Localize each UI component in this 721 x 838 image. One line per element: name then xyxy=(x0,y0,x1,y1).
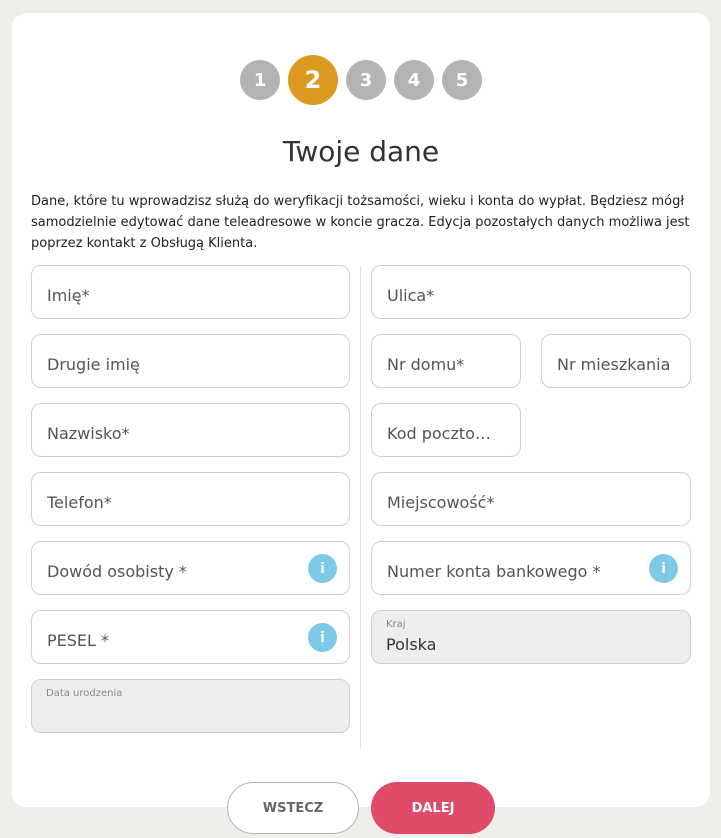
step-1[interactable]: 1 xyxy=(240,60,280,100)
street-placeholder: Ulica* xyxy=(387,286,435,305)
country-value: Polska xyxy=(386,635,437,654)
middle-name-field[interactable] xyxy=(31,334,350,388)
page-title: Twoje dane xyxy=(282,135,440,168)
last-name-placeholder: Nazwisko* xyxy=(47,424,130,443)
bank-account-field[interactable] xyxy=(371,541,691,595)
form-description: Dane, które tu wprowadzisz służą do weryfikacji tożsamości, wieku i konta do wypłat. Będziesz mógł samodzielnie edytować dane teleadresowe w koncie gracza. Edycja pozostałych danych możliwa jest poprzez kontakt z Obsługą Klienta. xyxy=(31,194,690,251)
registration-card xyxy=(12,13,710,807)
apartment-number-placeholder: Nr mieszkania xyxy=(557,355,671,374)
step-indicator xyxy=(12,55,710,107)
country-label: Kraj xyxy=(386,619,406,630)
id-card-placeholder: Dowód osobisty * xyxy=(47,562,187,581)
city-placeholder: Miejscowość* xyxy=(387,493,495,512)
bank-account-info-icon[interactable]: i xyxy=(649,554,678,583)
postal-code-field[interactable] xyxy=(371,403,521,457)
phone-placeholder: Telefon* xyxy=(47,493,112,512)
column-divider xyxy=(360,266,361,748)
middle-name-placeholder: Drugie imię xyxy=(47,355,140,374)
birth-date-field xyxy=(31,679,350,733)
step-5: 5 xyxy=(442,60,482,100)
next-button[interactable]: DALEJ xyxy=(371,782,495,834)
street-field[interactable] xyxy=(371,265,691,319)
step-4: 4 xyxy=(394,60,434,100)
city-field[interactable] xyxy=(371,472,691,526)
id-card-info-icon[interactable]: i xyxy=(308,554,337,583)
phone-field[interactable] xyxy=(31,472,350,526)
step-3: 3 xyxy=(346,60,386,100)
first-name-field[interactable] xyxy=(31,265,350,319)
last-name-field[interactable] xyxy=(31,403,350,457)
apartment-number-field[interactable] xyxy=(541,334,691,388)
bank-account-placeholder: Numer konta bankowego * xyxy=(387,562,601,581)
house-number-placeholder: Nr domu* xyxy=(387,355,465,374)
birth-date-label: Data urodzenia xyxy=(46,688,123,699)
pesel-field[interactable] xyxy=(31,610,350,664)
house-number-field[interactable] xyxy=(371,334,521,388)
pesel-info-icon[interactable]: i xyxy=(308,623,337,652)
pesel-placeholder: PESEL * xyxy=(47,631,110,650)
first-name-placeholder: Imię* xyxy=(47,286,90,305)
step-2-active: 2 xyxy=(288,55,338,105)
postal-code-placeholder: Kod poczto… xyxy=(387,424,491,443)
country-field xyxy=(371,610,691,664)
back-button[interactable]: WSTECZ xyxy=(227,782,359,834)
id-card-field[interactable] xyxy=(31,541,350,595)
